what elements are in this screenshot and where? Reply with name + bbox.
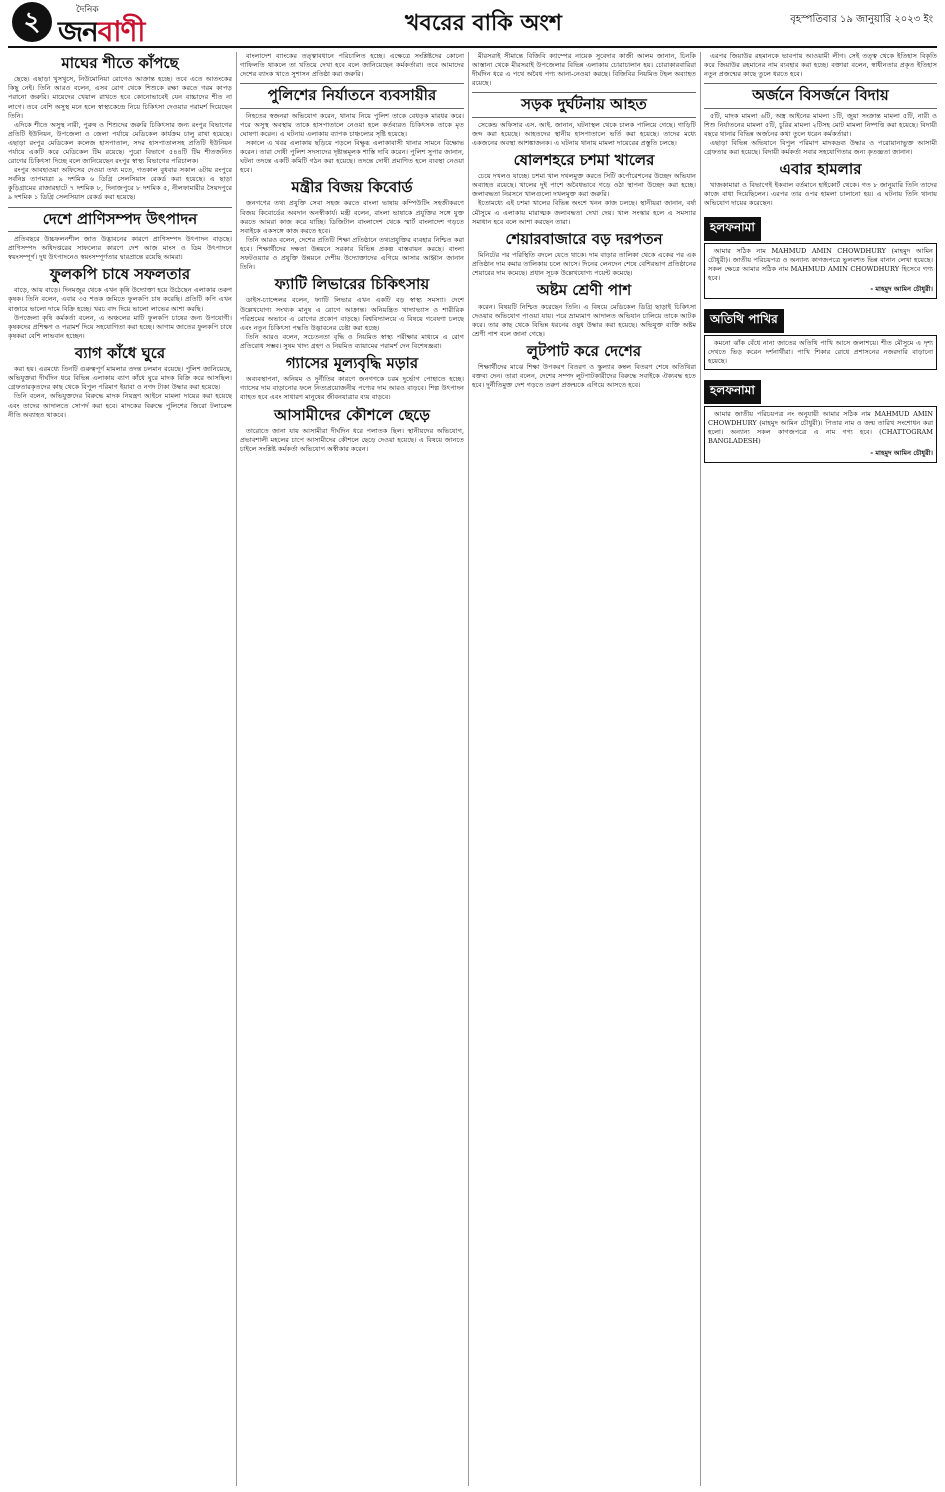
story-headline: ব্যাগ কাঁধে ঘুরে — [74, 343, 166, 362]
masthead-rule — [8, 46, 937, 48]
story-headline: এবার হামলার — [779, 160, 862, 178]
story-headline: সড়ক দুর্ঘটনায় আহত — [472, 92, 696, 117]
logo-prefix: দৈনিক — [76, 5, 99, 15]
story-paragraph: করেন। বিষয়টি নিশ্চিত করেছেন তিনি। এ বিষয়ে মেডিকেল ডিগ্রি ছাড়াই চিকিৎসা দেওয়ার অভিযোগ পাওয়া যায়। পরে ভ্রাম্যমাণ আদালত অভিযান চালিয়ে তাকে আটক করে। তার কাছ থেকে বিভিন্ন ধরনের ওষুধ উদ্ধার করা হয়েছে। অভিযুক্ত ব্যক্তি অষ্টম শ্রেণী পাশ বলে জানা গেছে। — [472, 302, 696, 338]
story-headline: পুলিশের নির্যাতনে ব্যবসায়ীর — [240, 83, 464, 108]
story-body — [704, 181, 937, 208]
logo-part-2: বাণী — [97, 15, 145, 48]
story-paragraph: খাজকামারা ও বিভাগেই ইকবাল বর্তমানে হাইকোর্ট থেকে। গত ৮ জানুয়ারি তিনি তাদের কাজে বাধা দিয়েছিলেন। এরপর তার ওপর হামলা চালানো হয়। এ ঘটনায় তিনি থানায় অভিযোগ দায়ের করেছেন। — [704, 181, 937, 208]
story-paragraph: ডাইস-চ্যান্সেলর বলেন, ফ্যাটি লিভার এখন একটি বড় স্বাস্থ্য সমস্যা। দেশে উল্লেখযোগ্য সংখ্যক মানুষ এ রোগে আক্রান্ত। অনিয়ন্ত্রিত খাদ্যাভ্যাস ও শারীরিক পরিশ্রমের অভাবে এ রোগের প্রকোপ বাড়ছে। বিশ্ববিদ্যালয়ে এ বিষয়ে গবেষণা চলছে এবং নতুন চিকিৎসা পদ্ধতি উদ্ভাবনের চেষ্টা করা হচ্ছে। — [240, 296, 464, 332]
story-headline: ফ্যাটি লিভারের চিকিৎসায় — [274, 275, 430, 294]
notice-box — [704, 335, 937, 370]
story-headline: অষ্টম শ্রেণী পাশ — [536, 281, 632, 300]
story-body — [8, 286, 232, 341]
story-headline: ফুলকপি চাষে সফলতার — [49, 265, 191, 284]
story-headline: অর্জনে বিসর্জনে বিদায় — [704, 83, 937, 108]
story-body — [704, 52, 937, 79]
story-body — [472, 52, 696, 88]
story-headline: মাঘের শীতে কাঁপছে — [61, 54, 179, 72]
story-headline: ষোলশহরে চশমা খালের — [513, 150, 655, 169]
story-headline: গ্যাসের মূল্যবৃদ্ধি মড়ার — [285, 354, 419, 372]
story-paragraph: এরপর জিয়াউর রহমানকে ভাবপায় আওয়ামী লীগ। সেই তত্ত্ব থেকে ইতিহাস বিকৃতি করে জিয়াউর রহমানের নাম ব্যবহার করা হচ্ছে। বক্তারা বলেন, স্বাধীনতার প্রকৃত ইতিহাস নতুন প্রজন্মের কাছে তুলে ধরতে হবে। — [704, 52, 937, 79]
story-paragraph: সকালে এ খবর এলাকায় ছড়িয়ে পড়লে বিক্ষুব্ধ এলাকাবাসী থানার সামনে বিক্ষোভ করেন। তারা দোষী পুলিশ সদস্যদের দৃষ্টান্তমূলক শাস্তি দাবি করেন। পুলিশ সুপার জানান, ঘটনা তদন্তে একটি কমিটি গঠন করা হয়েছে। তদন্তে দোষী প্রমাণিত হলে ব্যবস্থা নেওয়া হবে। — [240, 138, 464, 175]
section-title: খবরের বাকি অংশ — [405, 11, 562, 36]
story-paragraph: বাড়ে, আয় বাড়ে। দিনমজুর থেকে এখন কৃষি উদ্যোক্তা হয়ে উঠেছেন এলাকার তরুণ কৃষক। তিনি বলেন, এবার ৩৫ শতক জমিতে ফুলকপি চাষ করেছি। প্রতিটি কপি এখন বাজারে ভালো দামে বিক্রি হচ্ছে। খরচ বাদ দিয়ে ভালো লাভের আশা করছি। — [8, 286, 232, 313]
publication-date: বৃহস্পতিবার ১৯ জানুয়ারি ২০২৩ ইং — [790, 14, 933, 25]
story-paragraph: চেয়ে দখলও যাচ্ছে। চশমা খাল দখলমুক্ত করতে সিটি কর্পোরেশনের উচ্ছেদ অভিযান অব্যাহত রয়েছে। খালের দুই পাশে অবৈধভাবে গড়ে ওঠা স্থাপনা উচ্ছেদ করা হচ্ছে। জলাবদ্ধতা নিরসনে খালগুলো দখলমুক্ত করা জরুরি। — [472, 172, 696, 199]
story-body — [8, 235, 232, 262]
story-paragraph: নিহতের স্বজনরা অভিযোগ করেন, থানায় নিয়ে পুলিশ তাকে বেধড়ক মারধর করে। পরে অসুস্থ অবস্থায় তাকে হাসপাতালে নেওয়া হলে কর্তব্যরত চিকিৎসক তাকে মৃত ঘোষণা করেন। এ ঘটনায় এলাকায় ব্যাপক চাঞ্চল্যের সৃষ্টি হয়েছে। — [240, 111, 464, 138]
story-body — [240, 427, 464, 454]
story-paragraph: মিনিটের পর পরিস্থিতি বদলে যেতে থাকে। দাম বাড়ার তালিকা থেকে একের পর এক প্রতিষ্ঠান দাম কমার তালিকায় চলে আসে। দিনের লেনদেন শেষে বেশিরভাগ প্রতিষ্ঠানের শেয়ারের দাম কমেছে। প্রধান সূচক উল্লেখযোগ্য পয়েন্ট কমেছে। — [472, 250, 696, 278]
story-body — [472, 363, 696, 390]
story-headline: লুটপাট করে দেশের — [526, 341, 642, 360]
column-divider — [236, 52, 237, 1486]
story-body — [472, 172, 696, 227]
column-divider — [700, 52, 701, 1486]
story-paragraph: ছেছে। এছাড়া খুসখুসে, নিউমোনিয়া রোগেও আক্রান্ত হচ্ছে। তবে এতে আতংকের কিছু নেই। তিনি আরও বলেন, এসব রোগ থেকে শিশুকে রক্ষা করতে গরম কাপড় পরানো জরুরি। মায়েদের খেয়াল রাখতে হবে কোনোভাবেই যেন বাচ্চাদের শীত না লাগে। তবে বেশি অসুস্থ মনে হলে স্বাস্থ্যকেন্দ্রে নিয়ে চিকিৎসা দেওয়ার পরামর্শ দিয়েছেন তিনি। — [8, 75, 232, 120]
column-3 — [472, 52, 696, 1486]
page-number: ২ — [12, 2, 52, 42]
newspaper-logo — [58, 2, 208, 48]
notice-title: হলফনামা — [704, 380, 761, 404]
notice-body — [708, 247, 933, 283]
notice-title: অতিথি পাখির — [704, 309, 784, 333]
story-paragraph: ইতোমধ্যে এই চশমা খালের বিভিন্ন অংশে খনন কাজ চলছে। স্থানীয়রা জানান, বর্ষা মৌসুমে এ এলাকায় মারাত্মক জলাবদ্ধতা দেখা দেয়। খাল সংস্কার হলে এ সমস্যার সমাধান হবে বলে আশা করছেন তারা। — [472, 199, 696, 226]
story-body — [8, 75, 232, 202]
notice-signature: - মাহমুদ আমিন চৌধুরী। — [870, 448, 933, 457]
story-paragraph: রংপুর আবহাওয়া অফিসের দেওয়া তথ্য মতে, গতকাল বুধবার সকাল ৬টায় রংপুরে সর্বনিম্ন তাপমাত্রা ৯ দশমিক ৬ ডিগ্রি সেলসিয়াস রেকর্ড করা হয়েছে। এ ছাড়া কুড়িগ্রামের রাজারহাটে ৭ দশমিক ৮, দিনাজপুরে ৮ দশমিক ৫, নীলফামারীর সৈয়দপুরে ৯ দশমিক ১ ডিগ্রি সেলসিয়াস রেকর্ড করা হয়েছে। — [8, 166, 232, 202]
story-paragraph: তিনি বলেন, অভিযুক্তদের বিরুদ্ধে মাদক নিয়ন্ত্রণ আইনে মামলা দায়ের করা হয়েছে এবং তাদের আদালতে সোপর্দ করা হবে। মাদকের বিরুদ্ধে পুলিশের জিরো টলারেন্স নীতি অব্যাহত থাকবে। — [8, 392, 232, 419]
story-headline: আসামীদের কৌশলে ছেড়ে — [274, 405, 430, 424]
story-paragraph: বাংলাদেশ ব্যাংকের তত্ত্বাবধানে পরিচালিত হচ্ছে। এক্ষেত্রে সংশ্লিষ্টদের কোনো গাফিলতি থাকলে তা খতিয়ে দেখা হবে বলে জানিয়েছেন কর্মকর্তারা। তবে আমাদের দেশের ব্যাংক খাতে সুশাসন প্রতিষ্ঠা করা জরুরি। — [240, 52, 464, 79]
story-paragraph: শিক্ষার্থীদের মাঝে শিক্ষা উপকরণ বিতরণ ও স্কুল্যার কম্বল বিতরণ শেষে অতিথিরা বক্তব্য দেন। তারা বলেন, দেশের সম্পদ লুটপাটকারীদের বিরুদ্ধে সবাইকে ঐক্যবদ্ধ হতে হবে। দুর্নীতিমুক্ত দেশ গড়তে তরুণ প্রজন্মকে এগিয়ে আসতে হবে। — [472, 363, 696, 390]
story-paragraph: প্রতিবছরে উচ্চফলনশীল জাত উদ্ভাবনের কারণে প্রাণিসম্পদ উৎপাদন বাড়ছে। প্রাণিসম্পদ অধিদপ্তরের সাফল্যের কারণে দেশ আজ মাংস ও ডিম উৎপাদনে স্বয়ংসম্পূর্ণ। দুধ উৎপাদনেও স্বয়ংসম্পূর্ণতার দ্বারপ্রান্তে রয়েছি আমরা। — [8, 234, 232, 261]
masthead — [0, 0, 945, 46]
logo-part-1: জন — [58, 15, 98, 48]
story-paragraph: এছাড়া বিভিন্ন অভিযানে বিপুল পরিমাণ মাদকদ্রব্য উদ্ধার ও পরোয়ানাভুক্ত আসামী গ্রেফতার করা হয়েছে। বিদায়ী কর্মকর্তা সবার সহযোগিতার জন্য কৃতজ্ঞতা জানান। — [704, 138, 937, 156]
story-paragraph: জনগণের তথ্য প্রযুক্তি সেবা সহজ করতে বাংলা ভাষায় কম্পিউটিং সহজীকরণে বিজয় কিবোর্ডের অবদান অনস্বীকার্য। মন্ত্রী বলেন, বাংলা ভাষাকে প্রযুক্তির সঙ্গে যুক্ত করতে আমরা কাজ করে যাচ্ছি। ডিজিটাল বাংলাদেশ থেকে স্মার্ট বাংলাদেশ গড়তে সবাইকে একসঙ্গে কাজ করতে হবে। — [240, 199, 464, 235]
notice-signature: - মাহমুদ আমিন চৌধুরী। — [870, 284, 933, 293]
story-paragraph: তারোতে জানা যায় আসামীরা দীর্ঘদিন ধরে পলাতক ছিল। স্থানীয়দের অভিযোগ, প্রভাবশালী মহলের চাপে আসামীদের কৌশলে ছেড়ে দেওয়া হয়েছে। এ বিষয়ে জানতে চাইলে সংশ্লিষ্ট কর্মকর্তা অভিযোগ অস্বীকার করেন। — [240, 426, 464, 453]
story-body — [472, 251, 696, 278]
story-paragraph: অব্যবস্থাপনা, অনিয়ম ও দুর্নীতির কারণে জনগণকে চরম দুর্ভোগ পোহাতে হচ্ছে। গ্যাসের দাম বাড়ানোর ফলে নিত্যপ্রয়োজনীয় পণ্যের দাম আরও বাড়বে। শিল্প উৎপাদন ব্যাহত হবে এবং সাধারণ মানুষের জীবনযাত্রার ব্যয় বাড়বে। — [240, 375, 464, 402]
column-1 — [8, 52, 232, 1486]
story-body — [704, 112, 937, 157]
notice-title: হলফনামা — [704, 217, 761, 241]
story-body — [8, 365, 232, 420]
story-body — [240, 296, 464, 351]
notice-body — [708, 339, 933, 366]
story-paragraph: করা হয়। এরমধ্যে তিনটি গুরুত্বপূর্ণ মামলার তদন্ত চলমান রয়েছে। পুলিশ জানিয়েছে, অভিযুক্তরা দীর্ঘদিন ধরে বিভিন্ন এলাকায় ব্যাগ কাঁধে ঘুরে মাদক বিক্রি করে আসছিল। গ্রেফতারকৃতদের কাছ থেকে বিপুল পরিমাণ ইয়াবা ও নগদ টাকা উদ্ধার করা হয়েছে। — [8, 365, 232, 392]
notice-text: আমার জাতীয় পরিচয়পত্র নং অনুযায়ী আমার সঠিক নাম MAHMUD AMIN CHOWDHURY (মাহমুদ আমিন চৌধুরী)। পিতার নাম ও জন্ম তারিখ সংশোধন করা হলো। অন্যান্য সকল কাগজপত্রে এ নাম গণ্য হবে। (CHATTOGRAM BANGLADESH) — [708, 410, 933, 446]
story-headline: মন্ত্রীর বিজয় কিবোর্ড — [291, 178, 413, 197]
story-body — [472, 303, 696, 339]
column-divider — [468, 52, 469, 1486]
notice-text: কমনো ঝাঁক বেঁধে নানা জাতের অতিথি পাখি আসে জলাশয়ে। শীত মৌসুমে এ দৃশ্য দেখতে ভিড় করেন দর্শনার্থীরা। পাখি শিকার রোধে প্রশাসনের নজরদারি বাড়ানো হয়েছে। — [708, 338, 933, 366]
story-body — [240, 199, 464, 272]
story-paragraph: তিনি আরও বলেন, দেশের প্রতিটি শিক্ষা প্রতিষ্ঠানে তথ্যপ্রযুক্তির ব্যবহার নিশ্চিত করা হবে। শিক্ষার্থীদের দক্ষতা উন্নয়নে সরকার বিভিন্ন প্রকল্প বাস্তবায়ন করছে। বাংলা সফটওয়্যার ও প্রযুক্তি উন্নয়নে দেশীয় উদ্যোক্তাদের এগিয়ে আসার আহ্বান জানান তিনি। — [240, 235, 464, 272]
notice-body — [708, 410, 933, 446]
story-headline: শেয়ারবাজারে বড় দরপতন — [505, 229, 663, 248]
notice-box — [704, 406, 937, 462]
story-paragraph: সেকেন্ড অফিসার এস. আই. জানান, ঘটনাস্থল থেকে চালক পালিয়ে গেছে। গাড়িটি জব্দ করা হয়েছে। আহতদের স্থানীয় হাসপাতালে ভর্তি করা হয়েছে। তাদের মধ্যে একজনের অবস্থা আশঙ্কাজনক। এ ঘটনায় থানায় মামলা দায়েরের প্রস্তুতি চলছে। — [472, 120, 696, 147]
story-paragraph: মীরসরাই সীমান্তে বিজিবি ক্যাম্পের নায়েক সুবেদার কাজী আলম জানান, চিনকি আস্তানা থেকে মীরসরাই উপজেলার বিভিন্ন এলাকায় চোরাচালান হয়। চোরাকারবারিরা দীর্ঘদিন ধরে এ পথে অবৈধ পণ্য আনা-নেওয়া করছে। বিজিবির নিয়মিত টহল অব্যাহত রয়েছে। — [472, 52, 696, 88]
story-paragraph: এদিকে শীতে অসুস্থ নারী, পুরুষ ও শিশুদের জরুরি চিকিৎসার জন্য রংপুর বিভাগের প্রতিটি ইউনিয়ন, উপজেলা ও জেলা পর্যায়ে মেডিকেল কার্যক্রম চালু রাখা হয়েছে। এছাড়া রংপুর মেডিকেল কলেজ হাসপাতাল, সদর হাসপাতালসহ প্রতিটি ইউনিয়ন পর্যায়ে একটি করে মেডিকেল টিম রয়েছে। পুরো বিভাগে ৫৪৪টি টিম শীতজনিত রোগের চিকিৎসা দিচ্ছে বলে জানিয়েছেন রংপুর স্বাস্থ্য বিভাগের পরিচালক। — [8, 120, 232, 166]
column-4 — [704, 52, 937, 1486]
story-paragraph: ৫টি, মাদক মামলা ৬টি, অস্ত্র আইনের মামলা ১টি, জুয়া সংক্রান্ত মামলা ৫টি, নারী ও শিশু নির্যাতনের মামলা ৫টি, চুরির মামলা ২টিসহ মোট মামলা নিষ্পত্তি করা হয়েছে। বিদায়ী বছরে থানার বিভিন্ন অর্জনের কথা তুলে ধরেন কর্মকর্তারা। — [704, 111, 937, 138]
logo-wordmark — [58, 10, 144, 57]
story-paragraph: উপজেলা কৃষি কর্মকর্তা বলেন, এ অঞ্চলের মাটি ফুলকপি চাষের জন্য উপযোগী। কৃষকদের প্রশিক্ষণ ও পরামর্শ দিয়ে সহযোগিতা করা হচ্ছে। আগাম জাতের ফুলকপি চাষে কৃষকরা বেশি লাভবান হচ্ছেন। — [8, 313, 232, 340]
column-2 — [240, 52, 464, 1486]
story-headline: দেশে প্রাণিসম্পদ উৎপাদন — [8, 207, 232, 232]
story-body — [240, 112, 464, 176]
story-body — [240, 52, 464, 79]
story-body — [240, 375, 464, 402]
notice-box — [704, 243, 937, 299]
notice-text: আমার সঠিক নাম MAHMUD AMIN CHOWDHURY (মাহমুদ আমিন চৌধুরী)। জাতীয় পরিচয়পত্র ও অন্যান্য কাগজপত্রে ভুলবশত ভিন্ন বানান লেখা হয়েছে। সকল ক্ষেত্রে আমার সঠিক নাম MAHMUD AMIN CHOWDHURY হিসেবে গণ্য হবে। — [708, 246, 933, 282]
story-body — [472, 121, 696, 148]
story-paragraph: তিনি আরও বলেন, সচেতনতা বৃদ্ধি ও নিয়মিত স্বাস্থ্য পরীক্ষার মাধ্যমে এ রোগ প্রতিরোধ সম্ভব। সুষম খাদ্য গ্রহণ ও নিয়মিত ব্যায়ামের পরামর্শ দেন বিশেষজ্ঞরা। — [240, 332, 464, 350]
